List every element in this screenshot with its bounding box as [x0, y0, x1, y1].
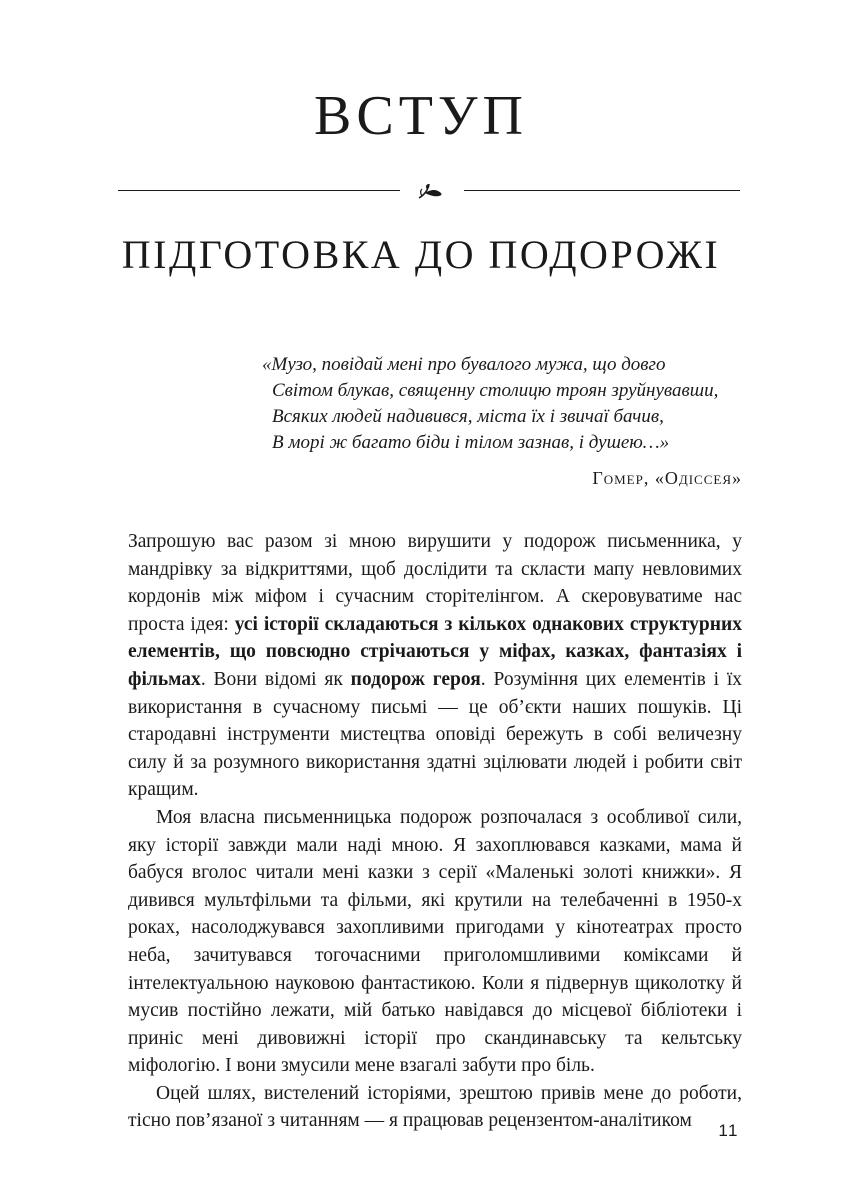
paragraph-text: . Розуміння цих елементів і їх використання в сучасному письмі — це об’єкти наших пошуків. Ці стародавні інструменти мистецтва оповіді бережуть в собі величезну силу й за розумного використання здатні зцілювати людей і робити світ кращим.: [128, 668, 742, 801]
paragraph: [128, 528, 742, 804]
bold-text: усі історії складаються з кількох однакових структурних елементів, що повсюдно стрічаються у міфах, казках, фантазіях і фільмах: [128, 613, 742, 690]
epigraph-line: Світом блукав, священну столицю троян зруйнувавши,: [272, 380, 719, 401]
epigraph: [262, 352, 744, 456]
divider-line-left: [118, 190, 400, 191]
epigraph-work: «Одіссея»: [654, 468, 742, 488]
epigraph-line: Всяких людей надивився, міста їх і звичаї бачив,: [272, 406, 664, 427]
paragraph-text: Запрошую вас разом зі мною вирушити у подорож письменника, у мандрівку за відкриттями, щоб дослідити та скласти мапу невловимих кордонів між міфом і сучасним сторітелінгом. А скеровуватиме нас проста ідея:: [128, 531, 742, 635]
paragraph-text: . Вони відомі як: [200, 668, 351, 690]
epigraph-author: Гомер,: [592, 468, 650, 488]
floral-ornament-icon: [416, 181, 446, 201]
epigraph-attribution: [592, 468, 742, 489]
page-number: 11: [718, 1121, 739, 1140]
epigraph-line: В морі ж багато біди і тілом зазнав, і душею…»: [272, 432, 670, 453]
chapter-label: ВСТУП: [314, 85, 528, 147]
chapter-title: ПІДГОТОВКА ДО ПОДОРОЖІ: [121, 232, 721, 277]
divider-line-right: [464, 190, 740, 191]
bold-text: подорож героя: [350, 668, 481, 690]
epigraph-line: «Музо, повідай мені про бувалого мужа, що довго: [262, 354, 666, 375]
paragraph: Оцей шлях, вистелений історіями, зрештою привів мене до роботи, тісно пов’язаної з читанням — я працював рецензентом-аналітиком: [128, 1082, 742, 1132]
chapter-divider: [118, 181, 740, 201]
paragraph: Моя власна письменницька подорож розпочалася з особливої сили, яку історії завжди мали наді мною. Я захоплювався казками, мама й бабуся вголос читали мені казки з серії «Маленькі золоті книжки». Я дивився мультфільми та фільми, які крутили на телебаченні в 1950-х роках, насолоджувався захопливими пригодами у кінотеатрах просто неба, зачитувався тогочасними приголомшливими коміксами й інтелектуальною науковою фантастикою. Коли я підвернув щиколотку й мусив постійно лежати, мій батько навідався до місцевої бібліотеки і приніс мені дивовижні історії про скандинавську та кельтську міфологію. І вони змусили мене взагалі забути про біль.: [128, 806, 742, 1077]
body-text: [128, 528, 742, 1135]
